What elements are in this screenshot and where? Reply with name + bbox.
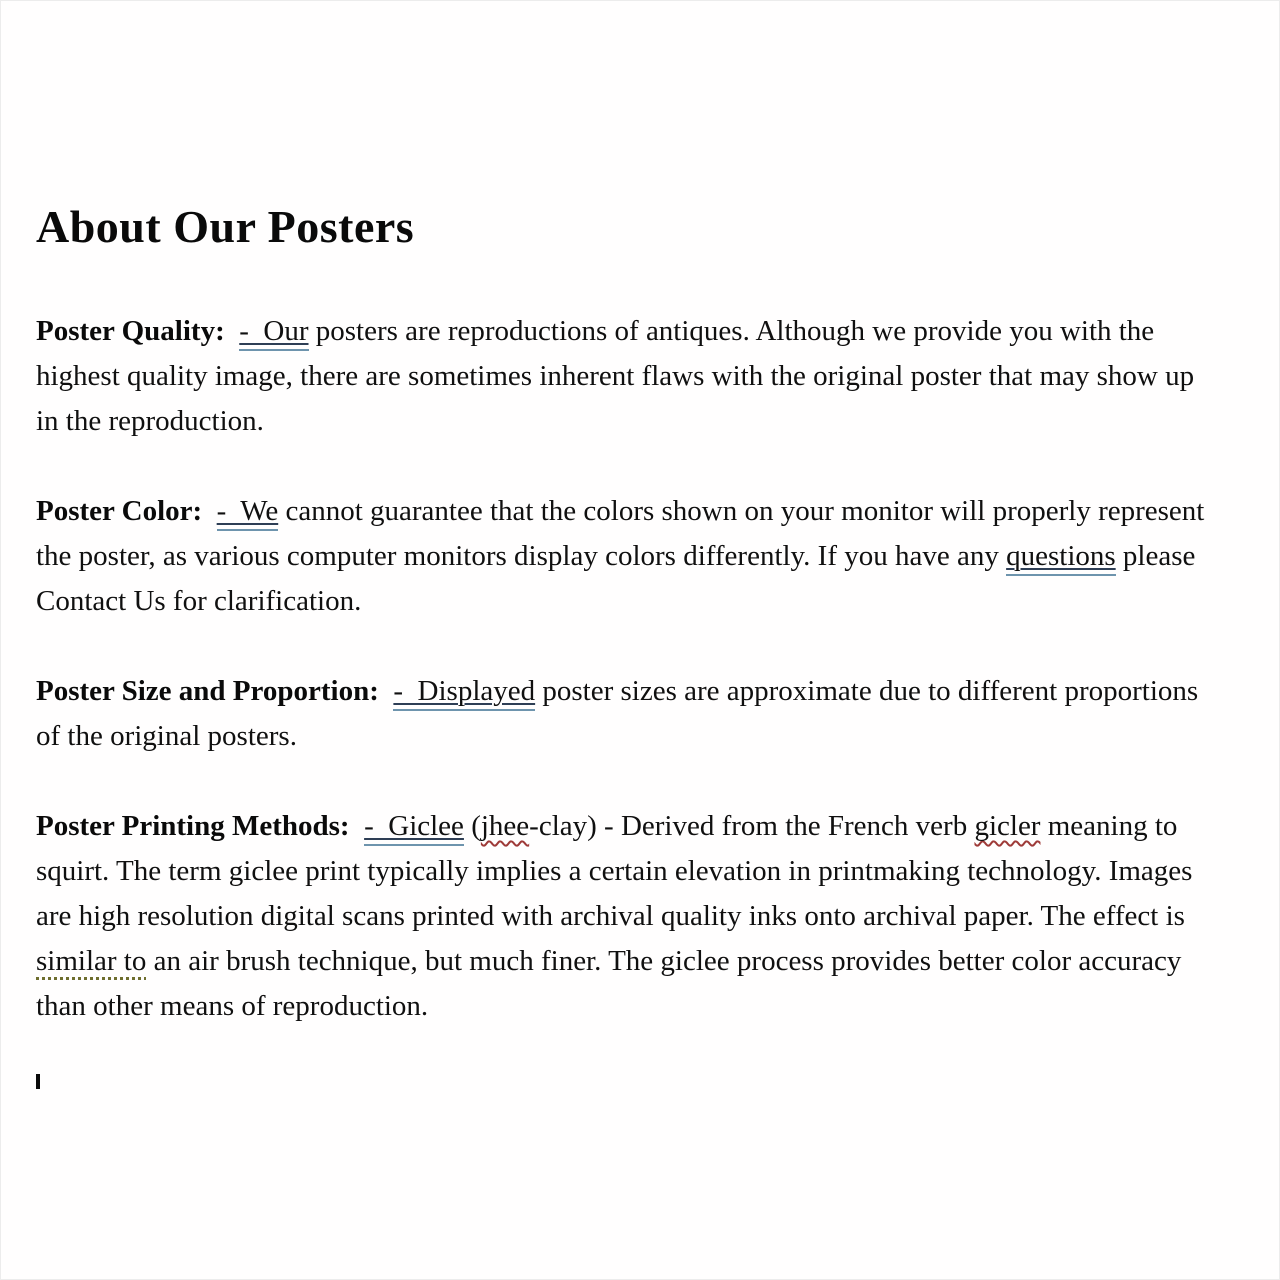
paragraph-poster-size: [36, 669, 1209, 759]
misspelled-word: gicler: [974, 810, 1041, 843]
paragraph-text: an air brush technique, but much finer. The giclee process provides better color accuracy than other means of reproduction.: [36, 945, 1189, 1023]
poster-quality-label: Poster Quality:: [36, 315, 225, 348]
label-separator: [350, 810, 365, 842]
poster-printing-label: Poster Printing Methods:: [36, 810, 350, 843]
misspelled-word: jhee: [480, 810, 530, 843]
paragraph-text: posters are reproductions of antiques. Although we provide you with the highest quality image, there are sometimes inherent flaws with the original poster that may show up in the reproduction.: [36, 315, 1202, 438]
revision-marked-text: - Giclee: [364, 810, 464, 846]
paragraph-text: -clay) - Derived from the French verb: [529, 810, 975, 843]
poster-color-label: Poster Color:: [36, 495, 203, 528]
paragraph-text: meaning to squirt. The term giclee print typically implies a certain elevation in printmaking technology. Images are high resolution digital scans printed with archival quality inks onto archival paper. The effect is: [36, 810, 1200, 933]
revision-marked-text: - Our: [239, 315, 308, 351]
revision-marked-text: - Displayed: [393, 675, 535, 711]
paragraph-poster-printing: [36, 804, 1209, 1029]
grammar-marked-text: similar to: [36, 945, 147, 978]
paragraph-poster-color: [36, 489, 1212, 624]
label-separator: [379, 675, 394, 707]
text-cursor-mark: [36, 1074, 40, 1089]
paragraph-text: cannot guarantee that the colors shown on your monitor will properly represent the poster, as various computer monitors display colors differently. If you have any: [36, 495, 1212, 573]
page-title: About Our Posters: [36, 201, 415, 252]
revision-marked-text: - We: [217, 495, 279, 531]
revision-marked-text: questions: [1006, 540, 1116, 576]
poster-size-label: Poster Size and Proportion:: [36, 675, 379, 708]
paragraph-text: please Contact Us for clarification.: [36, 540, 1203, 618]
paragraph-text: (: [463, 810, 481, 843]
label-separator: [225, 315, 240, 347]
paragraph-poster-quality: [36, 309, 1209, 444]
paragraph-text: poster sizes are approximate due to different proportions of the original posters.: [36, 675, 1206, 753]
label-separator: [202, 495, 217, 527]
